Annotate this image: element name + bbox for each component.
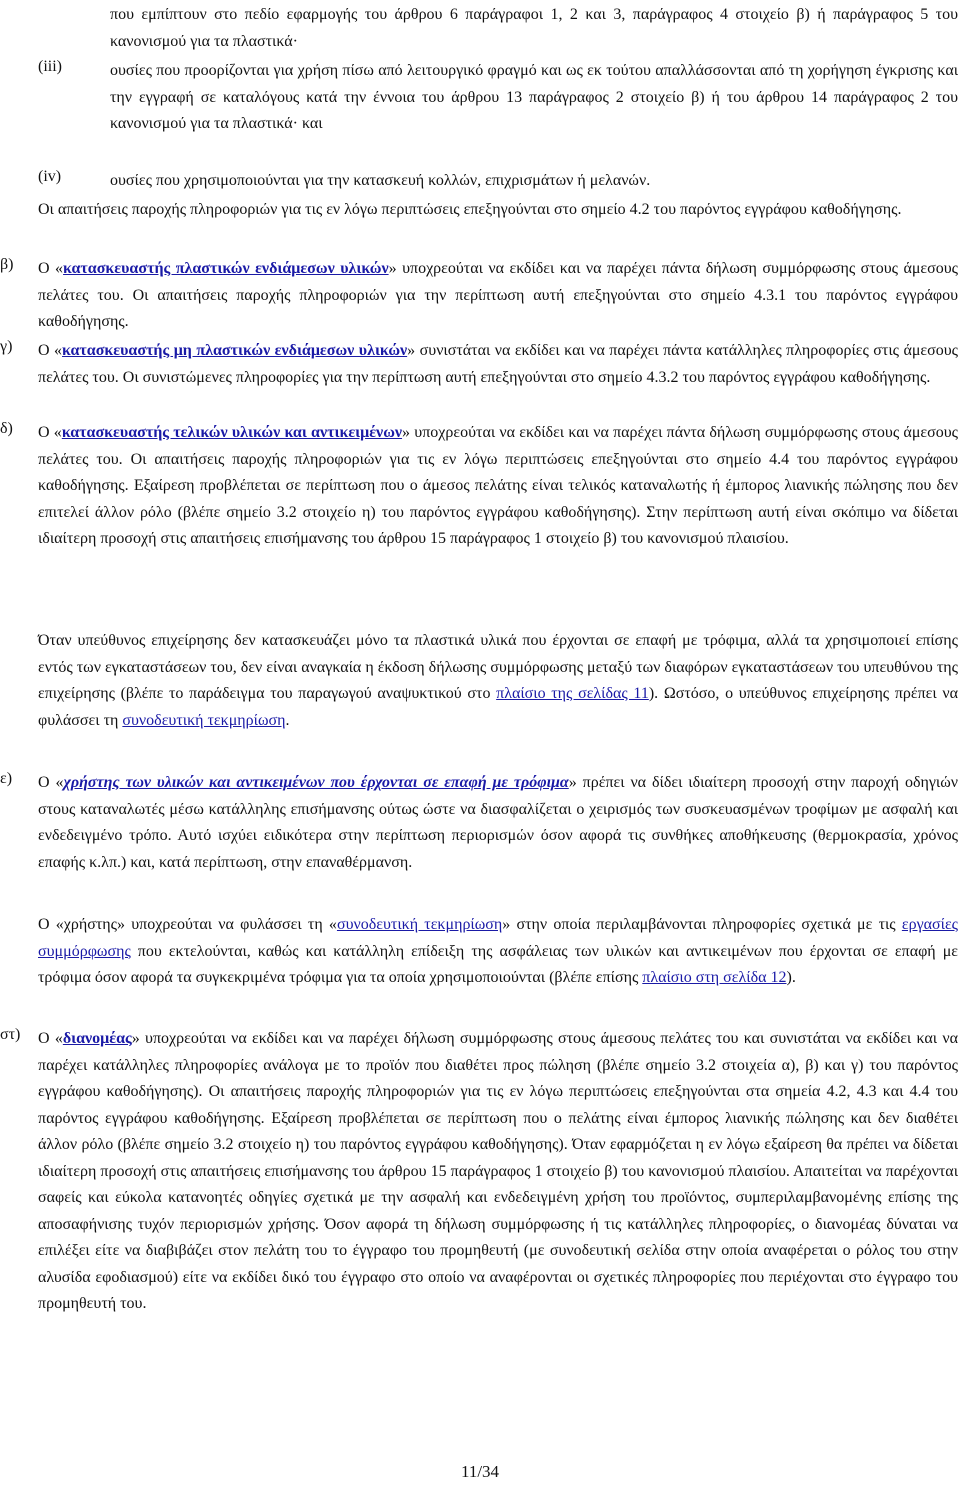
list-marker: δ) [0, 420, 13, 437]
list-marker: β) [0, 256, 14, 273]
page-box-link[interactable]: πλαίσιο της σελίδας 11 [496, 685, 649, 702]
documentation-link[interactable]: συνοδευτική τεκμηρίωση [122, 711, 286, 729]
list-marker: (iv) [38, 168, 62, 185]
list-marker: ε) [0, 770, 13, 787]
list-marker: στ) [0, 1026, 21, 1043]
page-number: 11/34 [460, 1462, 500, 1481]
list-item-text: Ο «κατασκευαστής τελικών υλικών και αντικειμένων» υποχρεούται να εκδίδει και να παρέχει πάντα δήλωση συμμόρφωσης στους άμεσους πελάτες του. Οι απαιτήσεις παροχής πληροφοριών για τις εν λόγω περιπτώσεις επεξηγούνται στο σημείο 4.4 του παρόντος εγγράφου καθοδήγησης. Εξαίρεση προβλέπεται σε περίπτωση που ο άμεσος πελάτης είναι τελικός καταναλωτής ή έμπορος λιανικής πώλησης που δεν επιτελεί άλλον ρόλο (βλέπε σημείο 3.2 στοιχείο η) του παρόντος εγγράφου καθοδήγησης). Στην περίπτωση αυτή είναι σκόπιμο να δίδεται ιδιαίτερη προσοχή στις απαιτήσεις επισήμανσης του άρθρου 15 παράγραφος 1 στοιχείο β) του κανονισμού πλαισίου. [38, 424, 958, 547]
list-item-text: Ο «διανομέας» υποχρεούται να εκδίδει και να παρέχει δήλωση συμμόρφωσης στους άμεσους πελάτες του και συνιστάται να εκδίδει και να παρέχει κατάλληλες πληροφορίες ανάλογα με το προϊόν που διαθέτει προς πώληση (βλέπε σημείο 3.2 στοιχεία α), β) και γ) του παρόντος εγγράφου καθοδήγησης). Οι απαιτήσεις παροχής πληροφοριών για τις εν λόγω περιπτώσεις επεξηγούνται στα σημεία 4.2, 4.3 και 4.4 του παρόντος εγγράφου καθοδήγησης. Εξαίρεση προβλέπεται σε περίπτωση που ο πελάτης είναι έμπορος λιανικής πώλησης και δεν διαθέτει άλλον ρόλο (βλέπε σημείο 3.2 στοιχείο η) του παρόντος εγγράφου καθοδήγησης). Όταν εφαρμόζεται η εν λόγω εξαίρεση θα πρέπει να δίδεται ιδιαίτερη προσοχή στις απαιτήσεις επισήμανσης του άρθρου 15 παράγραφος 1 στοιχείο β) του κανονισμού πλαισίου. Απαιτείται να παρέχονται σαφείς και εύκολα κατανοητές οδηγίες σχετικά με την ασφαλή και ενδεδειγμένη χρήση του προϊόντος, συμπεριλαμβανομένης επίσης της αποσαφήνισης τυχόν περιορισμών χρήσης. Όσον αφορά τη δήλωση συμμόρφωσης ή τις κατάλληλες πληροφορίες, ο διανομέας δύναται να επιλέξει είτε να διαβιβάζει στον πελάτη του το έγγραφο του προμηθευτή (με συνοδευτική σελίδα στην οποία αναφέρεται ο ρόλος του στην αλυσίδα εφοδιασμού) είτε να εκδίδει δικό του έγγραφο στο οποίο να αναφέρονται οι σχετικές πληροφορίες που περιέχονται στο έγγραφο του προμηθευτή του. [38, 1030, 958, 1312]
list-item-text: ουσίες που χρησιμοποιούνται για την κατασκευή κολλών, επιχρισμάτων ή μελανών. [110, 172, 651, 189]
paragraph-text: Οι απαιτήσεις παροχής πληροφοριών για τις εν λόγω περιπτώσεις επεξηγούνται στο σημείο 4.2 του παρόντος εγγράφου καθοδήγησης. [38, 201, 902, 218]
page-box-link[interactable]: πλαίσιο στη σελίδα 12 [642, 969, 787, 986]
paragraph-text: Όταν υπεύθυνος επιχείρησης δεν κατασκευάζει μόνο τα πλαστικά υλικά που έρχονται σε επαφή με τρόφιμα, αλλά τα χρησιμοποιεί επίσης εντός των εγκαταστάσεων του, δεν είναι αναγκαία η έκδοση δήλωσης συμμόρφωσης μεταξύ των διαφόρων εγκαταστάσεων του υπευθύνου της επιχείρησης (βλέπε το παράδειγμα του παραγωγού αναψυκτικού στο πλαίσιο της σελίδας 11). Ωστόσο, ο υπεύθυνος επιχείρησης πρέπει να φυλάσσει τη συνοδευτική τεκμηρίωση. [38, 632, 958, 729]
term-link[interactable]: κατασκευαστής μη πλαστικών ενδιάμεσων υλικών [62, 342, 408, 359]
list-marker: γ) [0, 338, 13, 355]
list-item-text: Ο «κατασκευαστής πλαστικών ενδιάμεσων υλικών» υποχρεούται να εκδίδει και να παρέχει πάντα δήλωση συμμόρφωσης στους άμεσους πελάτες του. Οι απαιτήσεις παροχής πληροφοριών για την περίπτωση αυτή επεξηγούνται στο σημείο 4.3.1 του παρόντος εγγράφου καθοδήγησης. [38, 260, 959, 330]
list-item-text: Ο «χρήστης των υλικών και αντικειμένων που έρχονται σε επαφή με τρόφιμα» πρέπει να δίδει ιδιαίτερη προσοχή στην παροχή οδηγιών στους καταναλωτές μέσω κατάλληλης επισήμανσης ούτως ώστε να διασφαλίζεται ο χειρισμός των συσκευασμένων τροφίμων με ασφαλή και ενδεδειγμένο τρόπο. Αυτό ισχύει ειδικότερα στην περίπτωση περιορισμών όσον αφορά τις συνθήκες αποθήκευσης (θερμοκρασία, χρόνος επαφής κ.λπ.) και, κατά περίπτωση, στην επαναθέρμανση. [38, 774, 958, 871]
list-item-text: ουσίες που προορίζονται για χρήση πίσω από λειτουργικό φραγμό και ως εκ τούτου απαλλάσσονται από τη χορήγηση έγκρισης και την εγγραφή σε καταλόγους κατά την έννοια του άρθρου 13 παράγραφος 2 στοιχείο β) ή του άρθρου 14 παράγραφος 2 του κανονισμού για τα πλαστικά· και [110, 62, 958, 132]
term-link[interactable]: χρήστης των υλικών και αντικειμένων που έρχονται σε επαφή με τρόφιμα [63, 774, 569, 791]
compliance-work-link[interactable]: εργασίες συμμόρφωσης [38, 916, 959, 960]
list-item-text: Ο «κατασκευαστής μη πλαστικών ενδιάμεσων υλικών» συνιστάται να εκδίδει και να παρέχει πάντα κατάλληλες πληροφορίες στις άμεσους πελάτες του. Οι συνιστώμενες πληροφορίες για την περίπτωση αυτή επεξηγούνται στο σημείο 4.3.2 του παρόντος εγγράφου καθοδήγησης. [38, 342, 958, 386]
term-link[interactable]: κατασκευαστής πλαστικών ενδιάμεσων υλικών [63, 260, 389, 277]
term-link[interactable]: διανομέας [62, 1030, 132, 1047]
paragraph-text: που εμπίπτουν στο πεδίο εφαρμογής του άρθρου 6 παράγραφοι 1, 2 και 3, παράγραφος 4 στοιχείο β) ή παράγραφος 5 του κανονισμού για τα πλαστικά· [110, 6, 958, 50]
paragraph-text: Ο «χρήστης» υποχρεούται να φυλάσσει τη «συνοδευτική τεκμηρίωση» στην οποία περιλαμβάνονται πληροφορίες σχετικά με τις εργασίες συμμόρφωσης που εκτελούνται, καθώς και κατάλληλη επίδειξη της ασφάλειας των υλικών και αντικειμένων που έρχονται σε επαφή με τρόφιμα όσον αφορά τα συγκεκριμένα τρόφιμα για τα οποία χρησιμοποιούνται (βλέπε επίσης πλαίσιο στη σελίδα 12). [38, 916, 959, 986]
documentation-link[interactable]: συνοδευτική τεκμηρίωση [336, 916, 503, 933]
list-marker: (iii) [38, 58, 62, 75]
term-link[interactable]: κατασκευαστής τελικών υλικών και αντικειμένων [61, 424, 403, 441]
